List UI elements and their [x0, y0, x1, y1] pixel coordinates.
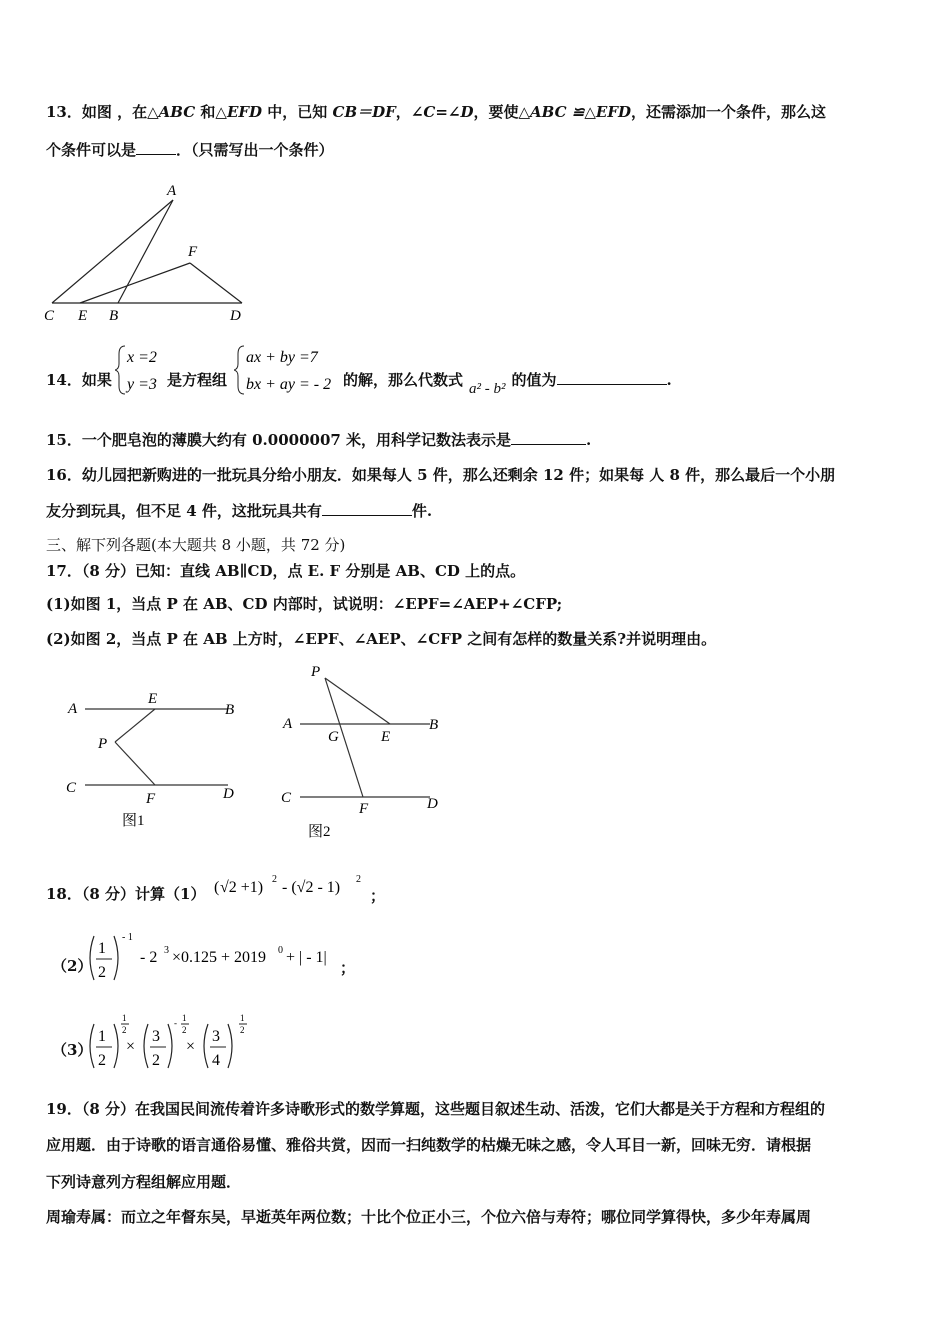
fig2-caption: 图2 [308, 824, 331, 840]
q17-text-part1: (1)如图 1，当点 P 在 AB、CD 内部时，试说明：∠EPF=∠AEP+∠CFP; [46, 595, 563, 613]
svg-text:×0.125 + 2019: ×0.125 + 2019 [172, 949, 267, 966]
q18-prefix: 18．（8 分）计算（1） [46, 885, 206, 903]
svg-text:2: 2 [182, 1025, 187, 1035]
q14-answer-blank[interactable] [557, 370, 667, 385]
fig1-segment-pf [115, 742, 155, 785]
q14-sys2-eq2: bx + ay = - 2 [246, 376, 332, 393]
q18-expr1-text: (√2 +1)² - (√2 - 1)² [214, 903, 222, 904]
fig2-label-c: C [281, 790, 292, 806]
q13-condition-2: ∠C=∠D [410, 103, 474, 121]
svg-text:1: 1 [240, 1013, 245, 1023]
svg-text:1: 1 [182, 1013, 187, 1023]
fig1-label-p: P [98, 736, 108, 752]
q14-system-2 [234, 342, 344, 398]
svg-text:1: 1 [98, 1028, 106, 1045]
q14-system-1 [115, 342, 175, 398]
q17-part2 [46, 629, 716, 649]
q14-line [46, 370, 112, 390]
svg-text:×: × [186, 1038, 196, 1055]
q13-text-a: 13．如图 ，在 [46, 103, 148, 121]
q15-line [46, 430, 591, 450]
q18-expression-2 [86, 928, 346, 988]
q13-sep: ， [395, 103, 411, 121]
q13-label-b: B [109, 308, 119, 324]
svg-text:- (√2 - 1): - (√2 - 1) [282, 879, 341, 896]
fig2-label-d: D [427, 796, 438, 812]
q13-label-d: D [230, 308, 241, 324]
q13-segment-ef [80, 263, 190, 303]
q19-line1 [46, 1099, 825, 1119]
svg-text:√2 +1): √2 +1) [220, 879, 264, 896]
q13-line2-a: 个条件可以是 [46, 141, 137, 159]
q19-line4 [46, 1207, 811, 1227]
svg-text:2: 2 [272, 874, 277, 885]
fig1-caption: 图1 [122, 813, 145, 829]
q18-end2: ； [340, 959, 356, 977]
q18-end1: ； [370, 887, 386, 905]
q17-part1 [46, 594, 562, 614]
q17-text-part2: (2)如图 2，当点 P 在 AB 上方时，∠EPF、∠AEP、∠CFP 之间有怎样的数量关系?并说明理由。 [46, 630, 717, 648]
fig1-label-c: C [66, 780, 77, 796]
q18-expression-3 [86, 1010, 266, 1076]
q14-tail [343, 370, 672, 397]
q13-segment-ab [118, 200, 173, 303]
q17-text-1: 17．（8 分）已知：直线 AB∥CD，点 E. F 分别是 AB、CD 上的点。 [46, 562, 526, 580]
fig2-label-e: E [381, 729, 391, 745]
section-3-text: 三、解下列各题(本大题共 8 小题，共 72 分) [46, 536, 346, 554]
svg-text:3: 3 [164, 945, 169, 956]
svg-text:2: 2 [122, 1025, 127, 1035]
q13-text-b: 中，已知 [262, 103, 333, 121]
q13-triangle-efd: △EFD [215, 103, 263, 121]
fig2-segment-pe [325, 678, 390, 724]
q13-line1 [46, 102, 826, 122]
fig2-label-b: B [429, 717, 439, 733]
q18-end2-wrap [340, 958, 355, 978]
q19-text-4: 周瑜寿属：而立之年督东吴，早逝英年两位数；十比个位正小三，个位六倍与寿符；哪位同学算得快，多少年寿属周 [46, 1208, 812, 1226]
fig1-label-a: A [68, 701, 78, 717]
q13-segment-fd [190, 263, 242, 303]
q16-answer-blank[interactable] [322, 501, 412, 516]
fig1-label-d: D [223, 786, 234, 802]
section-3-heading [46, 535, 345, 555]
svg-text:2: 2 [152, 1052, 160, 1069]
fig2-label-p: P [311, 664, 321, 680]
q13-label-f: F [188, 244, 198, 260]
q13-figure [40, 178, 255, 328]
q19-text-3: 下列诗意列方程组解应用题． [46, 1173, 242, 1191]
q18-line1 [46, 884, 205, 904]
q13-label-c: C [44, 308, 55, 324]
q18-end1-wrap [370, 886, 385, 906]
fig1-label-e: E [148, 691, 158, 707]
q13-text-c: ，要使 [473, 103, 519, 121]
fig1-label-b: B [225, 702, 235, 718]
fig1-label-f: F [146, 791, 156, 807]
q14-prefix: 14．如果 [46, 371, 112, 389]
svg-text:- 1: - 1 [122, 932, 133, 943]
svg-text:-: - [174, 1018, 177, 1028]
q13-and: 和 [195, 103, 216, 121]
svg-text:- 2: - 2 [140, 949, 158, 966]
q18-label2-text: （2） [52, 957, 93, 975]
svg-text:0: 0 [278, 945, 283, 956]
fig2-label-g: G [328, 729, 339, 745]
svg-text:4: 4 [212, 1052, 220, 1069]
svg-text:1: 1 [122, 1013, 127, 1023]
q16-text-1: 16．幼儿园把新购进的一批玩具分给小朋友．如果每人 5 件，那么还剩余 12 件；如果每 人 8 件，那么最后一个小朋 [46, 466, 836, 484]
q16-text-2b: 件. [411, 502, 433, 520]
q19-text-2: 应用题．由于诗歌的语言通俗易懂、雅俗共赏，因而一扫纯数学的枯燥无味之感，令人耳目一新，回味无穷．请根据 [46, 1136, 812, 1154]
q13-segment-ca [52, 200, 173, 303]
q17-figure-2 [275, 660, 450, 845]
q13-answer-blank[interactable] [136, 140, 176, 155]
q13-label-e: E [78, 308, 88, 324]
svg-text:2: 2 [356, 874, 361, 885]
q13-text-d: ，还需添加一个条件，那么这 [630, 103, 826, 121]
svg-text:+ | - 1|: + | - 1| [286, 949, 327, 966]
q14-sys2-eq1: ax + by =7 [246, 349, 318, 366]
q15-answer-blank[interactable] [511, 430, 586, 445]
q17-figure-1 [60, 685, 250, 835]
q16-line1 [46, 465, 835, 485]
q15-text: 15．一个肥皂泡的薄膜大约有 0.0000007 米，用科学记数法表示是 [46, 431, 512, 449]
q13-triangle-abc: △ABC [147, 103, 196, 121]
fig1-segment-ep [115, 709, 155, 742]
q16-text-2a: 友分到玩具，但不足 4 件，这批玩具共有 [46, 502, 322, 520]
q13-congruence: △ABC ≌△EFD [518, 103, 631, 121]
q14-end: . [666, 371, 672, 389]
q15-end: . [586, 431, 592, 449]
q14-middle: 是方程组 [167, 371, 228, 389]
q18-expr3-text: (1/2)^(1/2) × (3/2)^(-1/2) × (3/4)^(1/2) [86, 1075, 102, 1076]
q14-expression: a² - b² [469, 381, 506, 397]
q13-label-a: A [167, 183, 177, 199]
q14-sys1-eq1: x =2 [127, 349, 157, 366]
q19-line2 [46, 1135, 811, 1155]
svg-text:2: 2 [98, 964, 106, 981]
q14-middle-wrap [167, 370, 227, 390]
q13-condition-1: CB＝DF [332, 103, 396, 121]
q18-expr2-text: (1/2)⁻¹ - 2³×0.125 + 2019⁰ + | - 1| [86, 987, 100, 988]
q18-expression-1 [214, 870, 384, 904]
q14-after: 的解，那么代数式 [343, 371, 464, 389]
svg-text:3: 3 [212, 1028, 220, 1045]
q18-label3-text: （3） [52, 1041, 93, 1059]
q14-sys1-eq2: y =3 [127, 376, 157, 393]
q16-line2 [46, 501, 432, 521]
svg-text:2: 2 [98, 1052, 106, 1069]
svg-text:1: 1 [98, 940, 106, 957]
q14-suffix: 的值为 [511, 371, 557, 389]
svg-text:3: 3 [152, 1028, 160, 1045]
svg-text:×: × [126, 1038, 136, 1055]
fig2-label-f: F [359, 801, 369, 817]
q13-line2-b: ．（只需写出一个条件） [176, 141, 334, 159]
fig2-label-a: A [283, 716, 293, 732]
q17-line1 [46, 561, 525, 581]
svg-text:2: 2 [240, 1025, 245, 1035]
q19-line3 [46, 1172, 241, 1192]
q19-text-1: 19．（8 分）在我国民间流传着许多诗歌形式的数学算题，这些题目叙述生动、活泼，它们大都是关于方程和方程组的 [46, 1100, 826, 1118]
q13-line2 [46, 140, 334, 160]
svg-text:(: ( [214, 879, 220, 896]
